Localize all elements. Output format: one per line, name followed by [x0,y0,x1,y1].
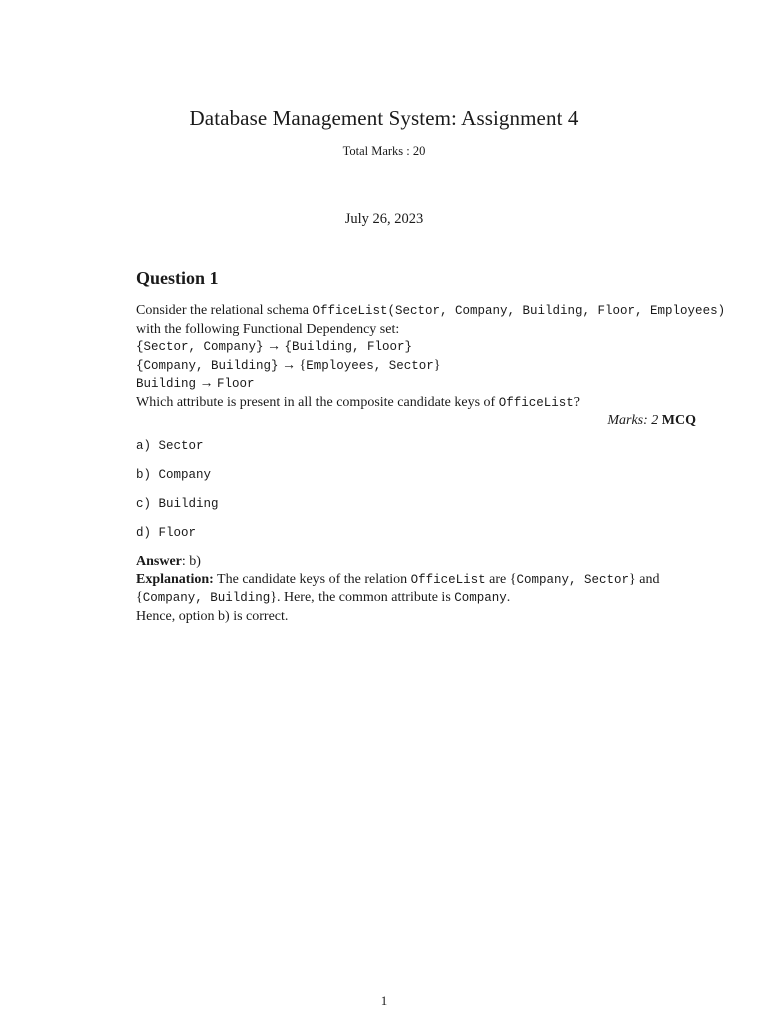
schema-code: OfficeList(Sector, Company, Building, Floor, Employees) [312,304,726,318]
prompt-text: Which attribute is present in all the composite candidate keys of [136,394,499,410]
explanation-code: OfficeList [410,572,486,587]
explanation-line-2 [136,589,716,608]
fd3-right: Floor [217,377,255,391]
marks-label: Marks: 2 [607,413,659,428]
answer-line [136,553,716,571]
fd-intro-line: with the following Functional Dependency set: [136,321,400,337]
explanation-line-1 [136,571,716,590]
arrow-icon: → [267,339,282,354]
option-d: d) Floor [136,526,197,540]
question-body [136,302,726,430]
question-type: MCQ [661,413,696,428]
prompt-code: OfficeList [498,395,574,410]
explanation-text: are { [485,571,517,587]
explanation-text: . [506,590,511,605]
answer-label: Answer [136,554,182,569]
question-prompt [136,394,716,413]
explanation-code: Company, Sector [516,572,630,587]
fd1-left: {Sector, Company} [136,340,264,354]
explanation-code: Company, Building [142,591,271,605]
fd-line-3 [136,375,716,394]
intro-text: Consider the relational schema [136,303,313,318]
option-b: b) Company [136,468,212,482]
explanation-text: { [136,590,143,605]
fd2-left: {Company, Building} [136,358,279,373]
answer-block [136,553,716,625]
marks-line [136,412,716,430]
explanation-label: Explanation: [136,571,214,587]
fd2-brace-close: } [433,357,441,373]
page-number: 1 [380,993,388,1008]
arrow-icon: → [199,376,214,391]
fd1-right: {Building, Floor} [284,340,413,354]
option-a: a) Sector [136,439,204,453]
answer-value: : b) [181,554,201,569]
total-marks: Total Marks : 20 [342,144,426,158]
fd2-brace-open: { [299,357,307,373]
document-date: July 26, 2023 [344,211,424,227]
question-heading: Question 1 [136,268,219,288]
prompt-suffix: ? [573,394,580,410]
fd-line-1 [136,338,716,357]
fd2-right: Employees, Sector [306,358,434,373]
document-title: Database Management System: Assignment 4 [189,106,579,130]
explanation-text: The candidate keys of the relation [213,571,411,587]
explanation-text: } and [629,571,660,587]
arrow-icon: → [282,357,297,373]
option-c: c) Building [136,497,219,511]
conclusion-line: Hence, option b) is correct. [136,608,289,624]
explanation-code: Company [454,591,507,605]
explanation-text: }. Here, the common attribute is [270,590,455,605]
question-intro-line [136,302,726,321]
fd-line-2 [136,357,716,376]
fd3-left: Building [136,377,197,391]
